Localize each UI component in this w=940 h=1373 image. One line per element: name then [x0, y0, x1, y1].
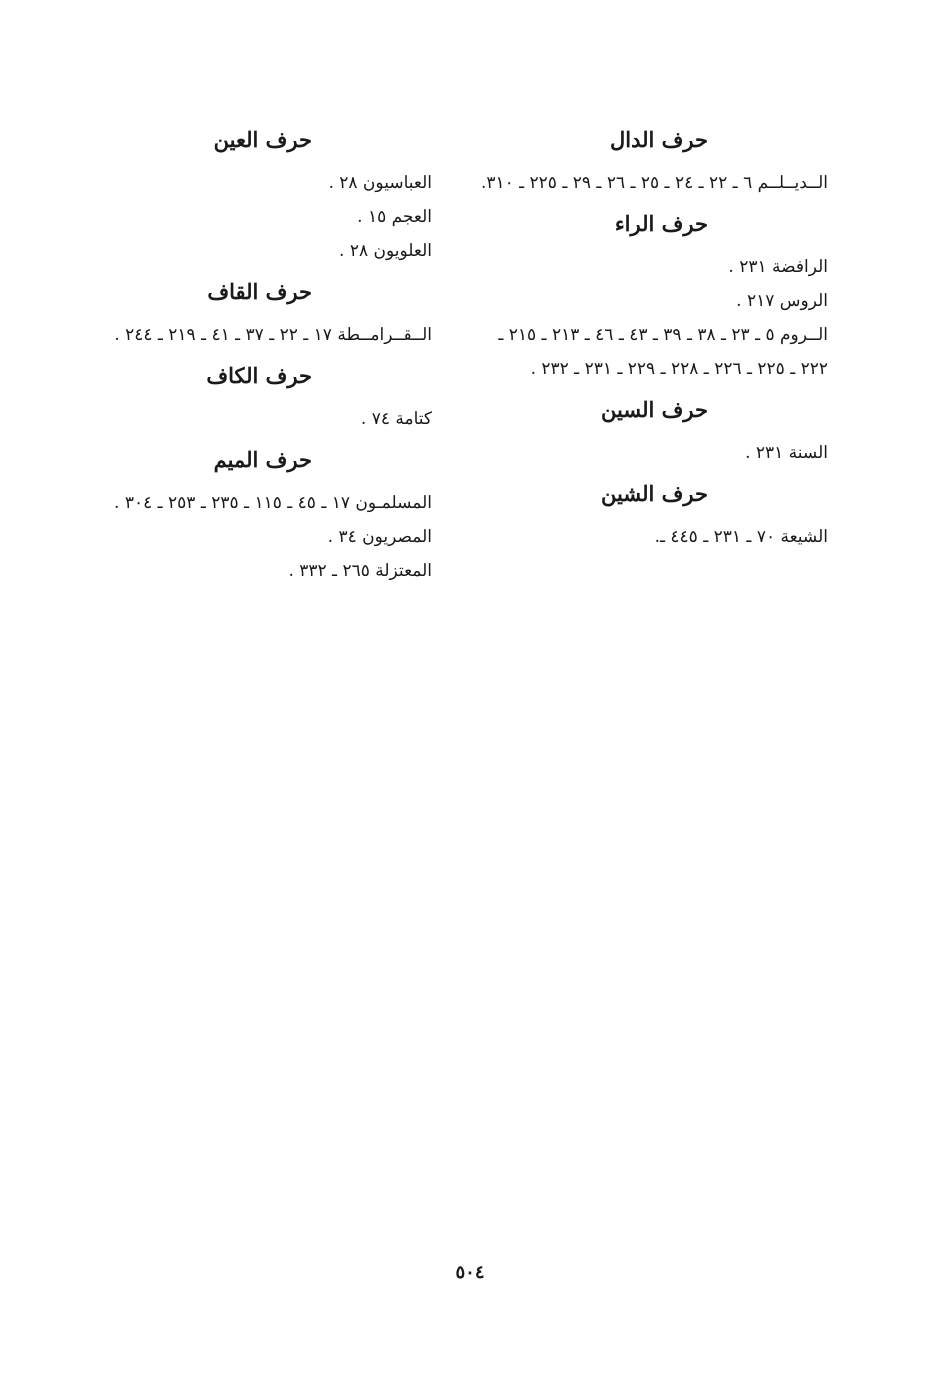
index-entry: العجم ١٥ . [357, 207, 432, 227]
section-heading: حرف الشين [601, 481, 708, 506]
section-kaf [72, 358, 432, 436]
section-qaf [72, 274, 432, 352]
index-entry: كتامة ٧٤ . [360, 409, 432, 429]
entry-list [468, 520, 828, 554]
section-heading: حرف السين [601, 397, 708, 422]
page-number: ٥٠٤ [455, 1262, 485, 1283]
index-entry: الشيعة ٧٠ ـ ٢٣١ ـ ٤٤٥ ـ. [654, 527, 828, 547]
entry-list [468, 166, 828, 200]
index-entry: الــقــرامــطة ١٧ ـ ٢٢ ـ ٣٧ ـ ٤١ ـ ٢١٩ ـ ٢٤٤ . [114, 325, 432, 345]
section-heading: حرف الدال [610, 127, 708, 152]
entry-list [468, 250, 828, 386]
index-entry: العلويون ٢٨ . [339, 241, 432, 261]
entry-list [72, 166, 432, 268]
section-shin [468, 476, 828, 554]
index-entry: العباسيون ٢٨ . [328, 173, 432, 193]
index-column-right [468, 118, 828, 560]
index-entry: الــديــلــم ٦ ـ ٢٢ ـ ٢٤ ـ ٢٥ ـ ٢٦ ـ ٢٩ ـ ٢٢٥ ـ ٣١٠. [480, 173, 828, 193]
section-heading: حرف الراء [614, 211, 708, 236]
section-heading: حرف العين [213, 127, 312, 152]
section-mim [72, 442, 432, 588]
section-ra [468, 206, 828, 386]
entry-list [72, 486, 432, 588]
section-heading: حرف القاف [207, 279, 312, 304]
entry-list [72, 402, 432, 436]
entry-list [72, 318, 432, 352]
index-entry: السنة ٢٣١ . [745, 443, 828, 463]
index-column-left [72, 118, 432, 594]
index-entry: المصريون ٣٤ . [327, 527, 432, 547]
index-entry: المسلمـون ١٧ ـ ٤٥ ـ ١١٥ ـ ٢٣٥ ـ ٢٥٣ ـ ٣٠٤ . [114, 493, 432, 513]
section-heading: حرف الكاف [206, 363, 312, 388]
section-ain [72, 122, 432, 268]
index-entry: المعتزلة ٢٦٥ ـ ٣٣٢ . [288, 561, 432, 581]
index-entry: الرافضة ٢٣١ . [728, 257, 828, 277]
entry-list [468, 436, 828, 470]
index-entry: الــروم ٥ ـ ٢٣ ـ ٣٨ ـ ٣٩ ـ ٤٣ ـ ٤٦ ـ ٢١٣ ـ ٢١٥ ـ ٢٢٢ ـ ٢٢٥ ـ ٢٢٦ ـ ٢٢٨ ـ ٢٢٩ ـ ٢٣١ ـ ٢٣٢ . [498, 325, 828, 379]
index-entry: الروس ٢١٧ . [736, 291, 828, 311]
section-heading: حرف الميم [213, 447, 312, 472]
section-sin [468, 392, 828, 470]
section-dal [468, 122, 828, 200]
